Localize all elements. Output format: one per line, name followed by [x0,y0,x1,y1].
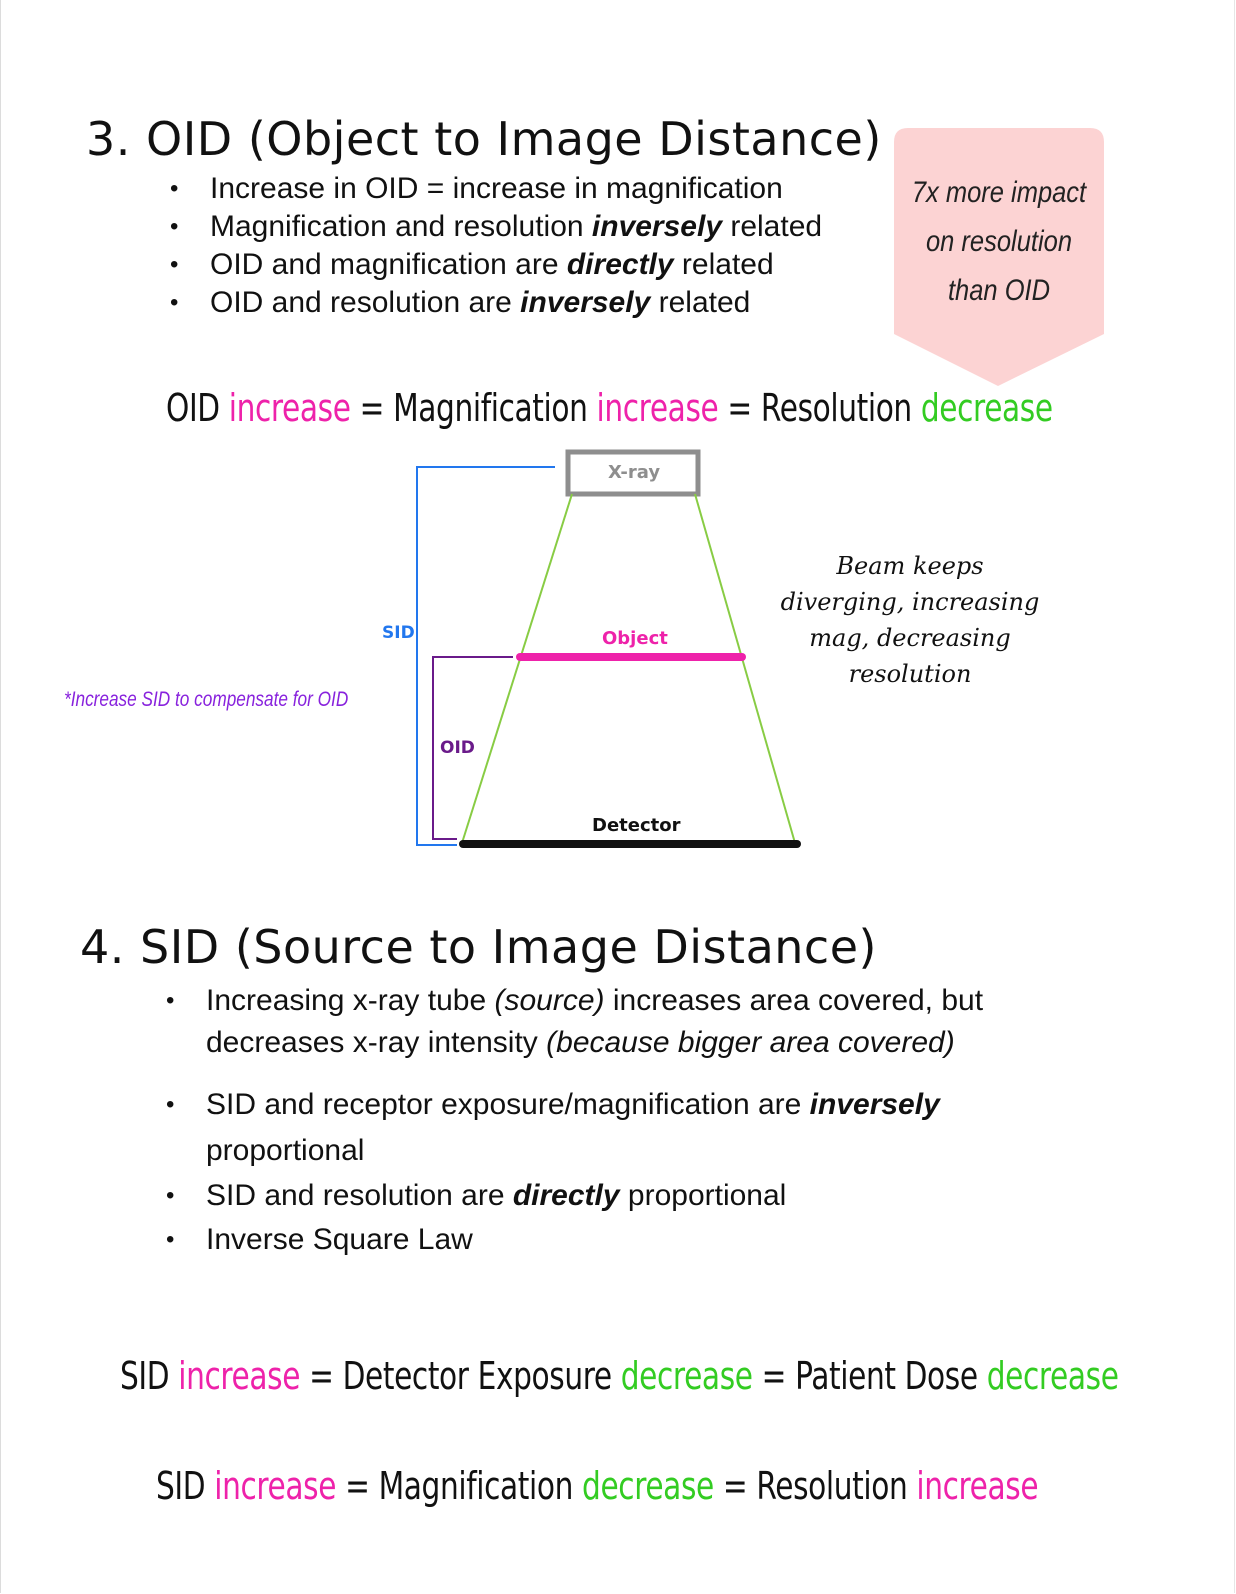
equation-term: OID [166,386,229,430]
list-item [166,1174,1066,1218]
list-item [170,246,822,284]
oid-equation [166,386,1053,430]
equation-change: increase [214,1464,337,1508]
callout-line: 7x more impact [911,176,1087,209]
bullet-text: OID and magnification are [210,248,567,281]
equation-term: = Magnification [350,386,597,430]
beam-left-edge [462,494,572,843]
equation-change: decrease [920,386,1053,430]
list-item [166,980,1066,1064]
section-4-heading: 4. SID (Source to Image Distance) [80,920,877,974]
xray-label: X-ray [608,462,661,483]
list-item [170,208,822,246]
equation-term: = Resolution [713,1464,917,1508]
bullet-text: related [673,248,774,281]
equation-term: = Magnification [336,1464,583,1508]
detector-label: Detector [592,815,681,836]
beam-note-line: diverging, increasing [780,588,1040,616]
sid-exposure-equation [120,1354,1119,1398]
oid-label: OID [440,738,475,758]
equation-change: decrease [620,1354,753,1398]
section-4-bullet-list [166,980,1066,1262]
equation-term: SID [120,1354,179,1398]
sid-compensation-note: *Increase SID to compensate for OID [64,688,349,711]
beam-note-line: Beam keeps [836,552,984,580]
bullet-text: Increasing x-ray tube [206,984,495,1017]
bullet-text: increases area covered, but decreases x-ray intensity [206,984,984,1059]
beam-note-line: resolution [848,660,972,688]
sid-magnification-equation [156,1464,1038,1508]
equation-term: SID [156,1464,215,1508]
bullet-text: proportional [206,1134,365,1167]
list-item [170,170,822,208]
section-3-bullet-list [170,170,822,322]
bullet-text: Magnification and resolution [210,210,592,243]
equation-change: decrease [986,1354,1119,1398]
bullet-text: proportional [619,1179,787,1212]
callout-line: on resolution [925,225,1073,258]
equation-term: = Resolution [718,386,921,430]
equation-change: increase [228,386,351,430]
bullet-emphasis: inversely [520,286,651,319]
equation-change: decrease [582,1464,714,1508]
bullet-emphasis: inversely [809,1088,940,1121]
bullet-text: SID and resolution are [206,1179,513,1212]
equation-change: increase [596,386,719,430]
callout-line: than OID [947,274,1051,307]
equation-change: increase [178,1354,301,1398]
list-item [170,284,822,322]
object-label: Object [602,628,668,649]
equation-term: = Patient Dose [752,1354,987,1398]
bullet-emphasis: directly [512,1179,620,1212]
bullet-text: Inverse Square Law [206,1223,473,1256]
bullet-text: Increase in OID = increase in magnification [210,172,783,205]
bullet-text: related [722,210,823,243]
beam-note-line: mag, decreasing [809,624,1011,652]
bullet-text: related [650,286,751,319]
section-3-heading: 3. OID (Object to Image Distance) [86,112,882,166]
list-item [166,1218,1066,1262]
bullet-text: OID and resolution are [210,286,521,319]
list-item [166,1082,1066,1174]
equation-change: increase [916,1464,1039,1508]
bullet-emphasis: directly [566,248,674,281]
equation-term: = Detector Exposure [300,1354,621,1398]
bullet-text: SID and receptor exposure/magnification are [206,1088,810,1121]
bullet-emphasis: inversely [591,210,722,243]
beam-note [760,548,1060,692]
callout-text [910,168,1089,315]
bullet-italic: (source) [494,984,605,1017]
sid-label: SID [382,623,415,643]
bullet-italic: (because bigger area covered) [546,1026,955,1059]
